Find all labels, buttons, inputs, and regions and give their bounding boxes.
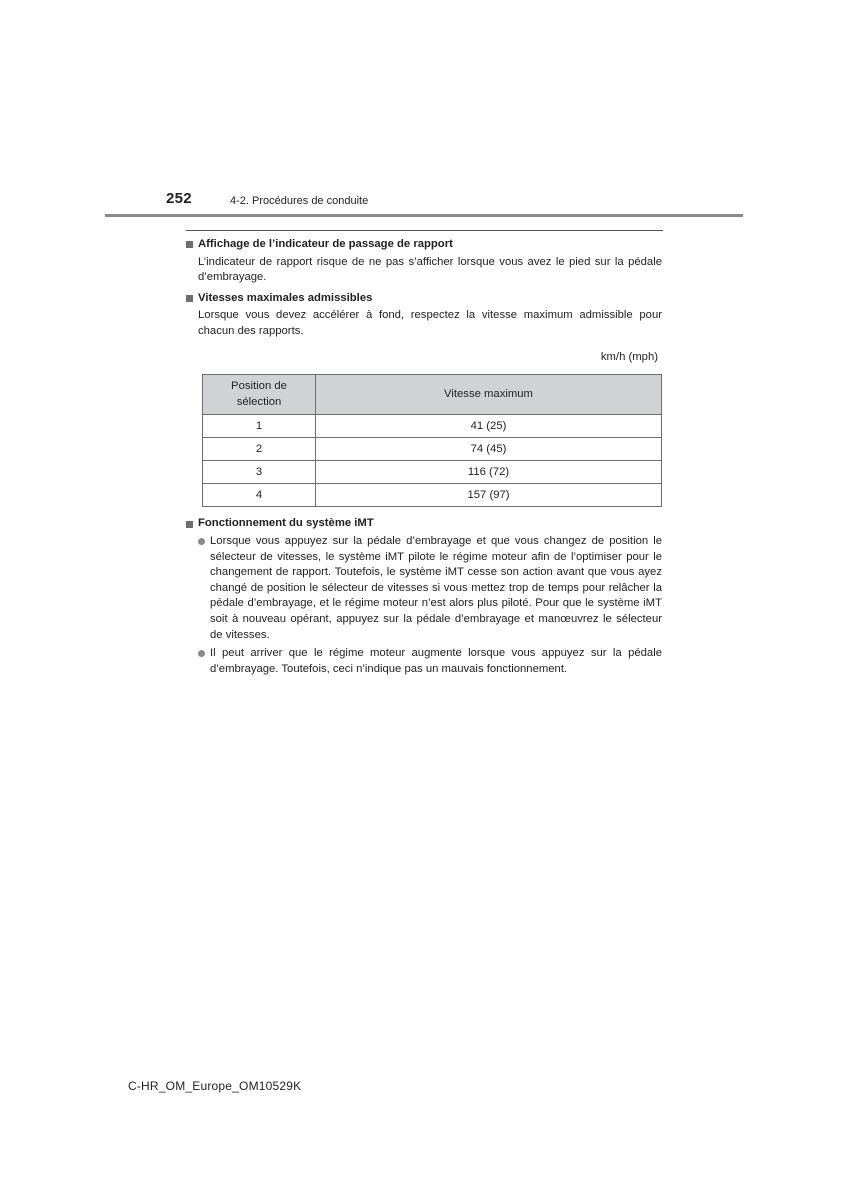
list-item-text: Lorsque vous appuyez sur la pédale d’embrayage et que vous changez de position le sélecteur de vitesses, le système iMT pilote le régime moteur afin de l’optimiser pour le changement de rapport. Toutefois, le système iMT cesse son action avant que vous ayez changé de position le sélecteur de vitesses si vous mettez trop de temps pour relâcher la pédale d’embrayage, et le régime moteur n’est alors plus piloté. Pour que le système iMT soit à nouveau opérant, appuyez sur la pédale d’embrayage et manœuvrez le sélecteur de vitesses. [210,534,662,641]
header-divider [105,214,743,217]
table-row [203,415,662,438]
section-gear-indicator [186,237,662,286]
section-imt [186,516,662,677]
list-item-text: Il peut arriver que le régime moteur augmente lorsque vous appuyez sur la pédale d’embrayage. Toutefois, ceci n’indique pas un mauvais fonctionnement. [210,647,662,675]
table-cell-position: 1 [203,415,316,438]
table-row [203,461,662,484]
square-bullet-icon [186,521,193,528]
section-heading: Vitesses maximales admissibles [198,291,373,304]
list-item [198,646,662,677]
table-cell-position: 4 [203,484,316,507]
section-paragraph: L’indicateur de rapport risque de ne pas s’afficher lorsque vous avez le pied sur la pédale d’embrayage. [198,255,662,284]
table-cell-position: 2 [203,438,316,461]
table-cell-speed: 116 (72) [316,461,662,484]
page-content [186,237,662,677]
section-max-speeds [186,291,662,340]
circle-bullet-icon [198,650,205,657]
circle-bullet-icon [198,538,205,545]
section-paragraph: Lorsque vous devez accélérer à fond, respectez la vitesse maximum admissible pour chacun des rapports. [198,309,662,337]
table-cell-speed: 41 (25) [316,415,662,438]
column-header-position: Position de sélection [203,375,316,415]
document-code: C-HR_OM_Europe_OM10529K [128,1079,302,1093]
section-title: 4-2. Procédures de conduite [230,195,369,207]
section-heading: Affichage de l’indicateur de passage de rapport [198,238,453,250]
max-speed-table [202,374,662,507]
speed-unit-label: km/h (mph) [600,350,658,363]
table-cell-position: 3 [203,461,316,484]
page-number: 252 [166,190,192,207]
square-bullet-icon [186,241,193,248]
square-bullet-icon [186,295,193,302]
section-heading: Fonctionnement du système iMT [198,517,374,530]
table-row [203,484,662,507]
table-cell-speed: 157 (97) [316,484,662,507]
column-header-speed: Vitesse maximum [316,375,662,415]
table-cell-speed: 74 (45) [316,438,662,461]
table-header-row [203,375,662,415]
list-item [198,534,662,643]
content-divider [186,230,663,231]
table-row [203,438,662,461]
